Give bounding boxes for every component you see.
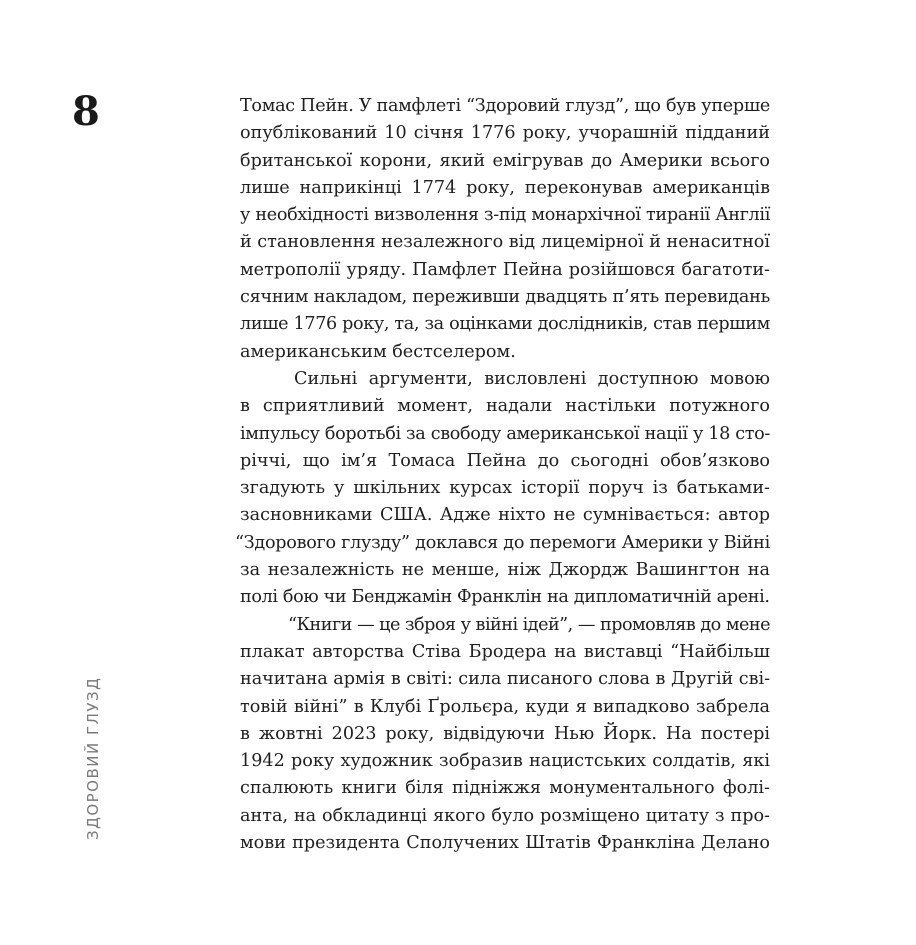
running-title: ЗДОРОВИЙ ГЛУЗД (84, 676, 102, 840)
body-text (235, 93, 770, 857)
text-line: опублікований 10 січня 1776 року, учорашній підданий (240, 123, 770, 144)
paragraph (240, 93, 770, 366)
text-line: лише 1776 року, та, за оцінками дослідників, став першим (240, 314, 770, 335)
paragraph (235, 366, 770, 612)
text-line: Томас Пейн. У памфлеті “Здоровий глузд”, що був уперше (240, 96, 770, 116)
text-line: спалюють книги біля підніжжя монументального фолі- (240, 778, 770, 799)
page-number: 8 (72, 88, 100, 135)
text-line: в жовтні 2023 року, відвідуючи Нью Йорк. На постері (240, 723, 770, 744)
text-line: лише наприкінці 1774 року, переконував американців (240, 177, 770, 198)
text-line: Сильні аргументи, висловлені доступною мовою (294, 368, 770, 389)
text-line: метрополії уряду. Памфлет Пейна розійшовся багатоти- (240, 259, 770, 280)
text-line: начитана армія в світі: сила писаного слова в Другій сві- (240, 669, 770, 690)
text-line: полі бою чи Бенджамін Франклін на дипломатичній арені. (240, 587, 770, 608)
text-line: американським бестселером. (240, 341, 516, 362)
text-line: “Здорового глузду” доклався до перемоги Америки у Війні (235, 532, 770, 553)
paragraph (240, 612, 770, 858)
text-line: британської корони, який емігрував до Америки всього (240, 150, 770, 171)
text-line: “Книги — це зброя у війні ідей”, — промовляв до мене (288, 614, 770, 635)
text-line: річчі, що ім’я Томаса Пейна до сьогодні обов’язково (240, 450, 770, 471)
text-line: товій війні” в Клубі Ґрольєра, куди я випадково забрела (240, 696, 770, 717)
text-line: 1942 року художник зобразив нацистських солдатів, які (240, 751, 770, 772)
text-line: й становлення незалежного від лицемірної й ненаситної (240, 232, 770, 253)
text-line: в сприятливий момент, надали настільки потужного (240, 396, 770, 417)
text-line: сячним накладом, переживши двадцять п’ять перевидань (240, 287, 770, 308)
text-line: мови президента Сполучених Штатів Франкліна Делано (240, 833, 770, 854)
text-line: плакат авторства Стіва Бродера на виставці “Найбільш (240, 641, 770, 662)
text-line: у необхідності визволення з-під монархічної тиранії Англії (240, 205, 770, 226)
text-line: анта, на обкладинці якого було розміщено цитату з про- (240, 805, 770, 826)
text-line: за незалежність не менше, ніж Джордж Вашингтон на (240, 560, 770, 581)
text-line: згадують у шкільних курсах історії поруч із батьками- (240, 478, 770, 499)
text-line: імпульсу боротьбі за свободу американської нації у 18 сто- (240, 423, 770, 444)
text-line: засновниками США. Адже ніхто не сумнівається: автор (240, 505, 770, 526)
